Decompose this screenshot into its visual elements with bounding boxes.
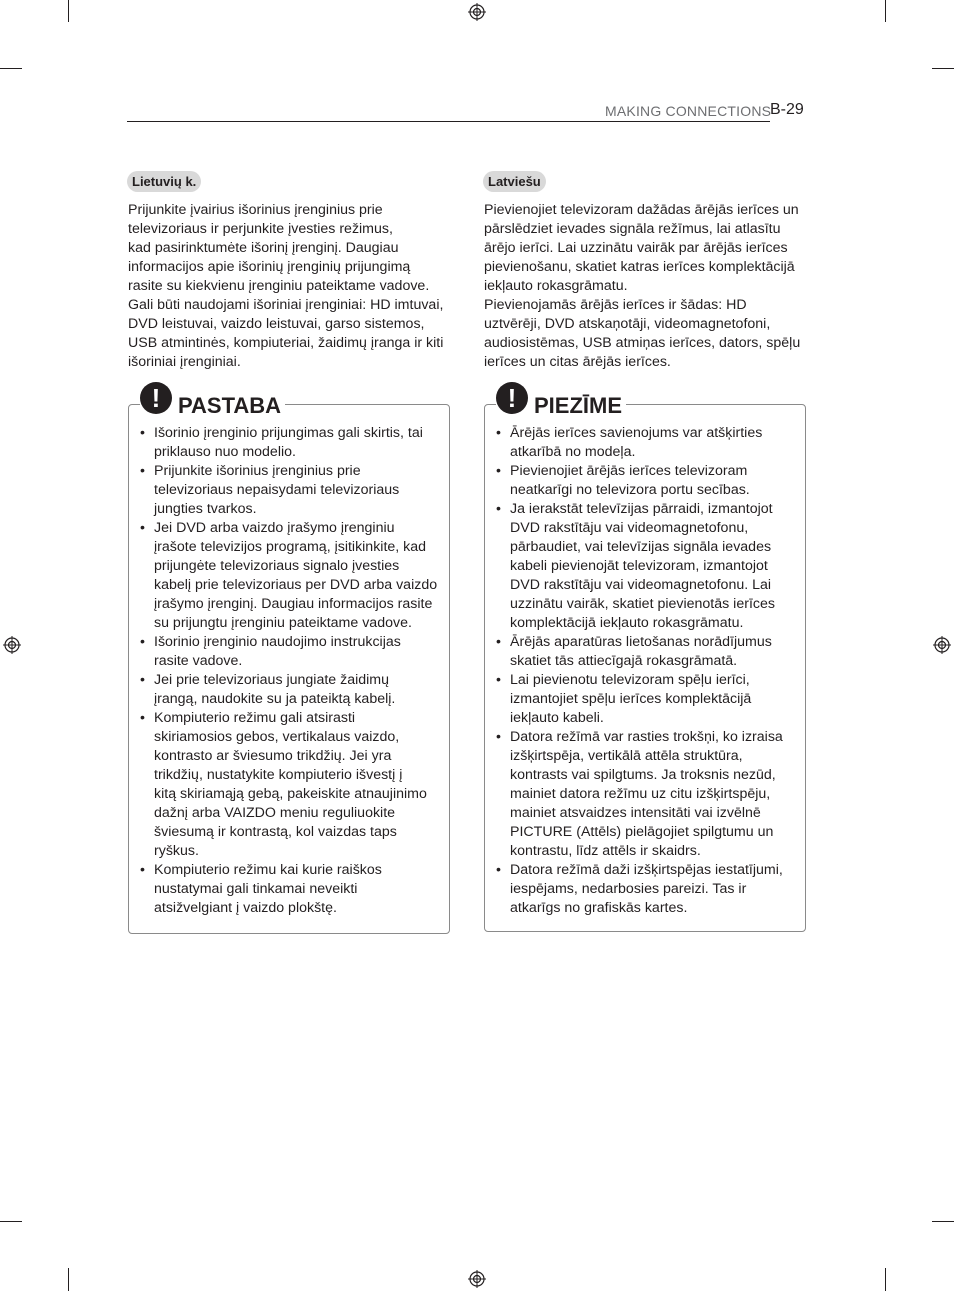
crop-mark: [885, 0, 886, 22]
exclamation-icon: !: [140, 382, 172, 414]
intro-line: DVD leistuvai, vaizdo leistuvai, garso sistemos,: [128, 316, 425, 332]
section-title: MAKING CONNECTIONS: [605, 103, 772, 119]
intro-line: Pievienojiet televizoram dažādas ārējās ierīces un: [484, 202, 799, 218]
note-title: PASTABA: [178, 393, 282, 418]
intro-line: ierīces un citas ārējās ierīces.: [484, 354, 671, 370]
registration-mark-icon: [933, 636, 951, 654]
note-header-latvian: [496, 380, 626, 420]
note-item: • Ja ierakstāt televīzijas pārraidi, izmantojot DVD rakstītāju vai videomagnetofonu, pārbaudiet, vai televīzijas signāla ievades kabeli pievienojāt televizoram, izmantojot DVD rakstītāju vai videomagnetofonu. Lai uzzinātu vairāk, skatiet pievienotās ierīces komplektācijā iekļauto rokasgrāmatu.: [484, 500, 798, 633]
note-item: • Ārējās aparatūras lietošanas norādījumus skatiet tās attiecīgajā rokasgrāmatā.: [484, 633, 798, 671]
note-item: • Pievienojiet ārējās ierīces televizoram neatkarīgi no televizora portu secības.: [484, 462, 798, 500]
note-item: • Datora režīmā daži izšķirtspējas iestatījumi, iespējams, nedarbosies pareizi. Tas ir atkarīgs no grafiskās kartes.: [484, 861, 798, 918]
intro-line: Gali būti naudojami išoriniai įrenginiai: HD imtuvai,: [128, 297, 444, 313]
note-list-lithuanian: [128, 424, 442, 918]
intro-line: USB atmintinės, kompiuteriai, žaidimų įranga ir kiti: [128, 335, 444, 351]
note-title: PIEZĪME: [534, 393, 623, 418]
crop-mark: [932, 68, 954, 69]
page-number: B-29: [770, 101, 804, 118]
intro-line: iekļauto rokasgrāmatu.: [484, 278, 628, 294]
registration-mark-icon: [468, 3, 486, 21]
intro-line: Pievienojamās ārējās ierīces ir šādas: HD: [484, 297, 747, 313]
exclamation-icon: !: [496, 382, 528, 414]
note-item: • Ārējās ierīces savienojums var atšķirties atkarībā no modeļa.: [484, 424, 798, 462]
header-divider: [127, 121, 770, 122]
intro-line: ārējo ierīci. Lai uzzinātu vairāk par ārējās ierīces: [484, 240, 788, 256]
intro-line: audiosistēmas, USB atmiņas ierīces, dators, spēļu: [484, 335, 801, 351]
intro-line: informacijos apie išorinių įrenginių prijungimą: [128, 259, 411, 275]
note-item: • Kompiuterio režimu kai kurie raiškos nustatymai gali tinkamai neveikti atsižvelgiant į vaizdo plokštę.: [128, 861, 442, 918]
note-item: • Jei prie televizoriaus jungiate žaidimų įrangą, naudokite su ja pateiktą kabelį.: [128, 671, 442, 709]
intro-line: kad pasirinktumėte išorinį įrenginį. Daugiau: [128, 240, 399, 256]
registration-mark-icon: [3, 636, 21, 654]
note-item: • Jei DVD arba vaizdo įrašymo įrenginiu įrašote televizijos programą, įsitikinkite, kad prijungėte televizoriaus signalo įvesties kabelį prie televizoriaus per DVD arba vaizdo įrašymo įrenginį. Daugiau informacijos rasite su prijungtu įrenginiu pateiktame vadove.: [128, 519, 442, 633]
intro-line: uztvērēji, DVD atskaņotāji, videomagnetofoni,: [484, 316, 771, 332]
crop-mark: [68, 0, 69, 22]
note-item: • Lai pievienotu televizoram spēļu ierīci, izmantojiet spēļu ierīces komplektācijā iekļauto kabeli.: [484, 671, 798, 728]
crop-mark: [885, 1268, 886, 1291]
intro-line: pārslēdziet ievades signāla režīmus, lai atlasītu: [484, 221, 781, 237]
note-item: • Prijunkite išorinius įrenginius prie televizoriaus nepaisydami televizoriaus jungties tvarkos.: [128, 462, 442, 519]
language-label-lithuanian: Lietuvių k.: [127, 171, 201, 192]
intro-line: pievienošanu, skatiet katras ierīces komplektācijā: [484, 259, 795, 275]
note-item: • Kompiuterio režimu gali atsirasti skiriamosios gebos, vertikalaus vaizdo, kontrasto ar šviesumo trikdžių. Jei yra trikdžių, nustatykite kompiuterio išvestį į kitą skiriamąją gebą, pakeiskite atnaujinimo dažnį arba VAIZDO meniu reguliuokite šviesumą ir kontrastą, kol vaizdas taps ryškus.: [128, 709, 442, 861]
registration-mark-icon: [468, 1270, 486, 1288]
intro-line: televizoriaus ir perjunkite įvesties režimus,: [128, 221, 393, 237]
intro-line: išoriniai įrenginiai.: [128, 354, 241, 370]
note-list-latvian: [484, 424, 798, 918]
note-item: • Išorinio įrenginio prijungimas gali skirtis, tai priklauso nuo modelio.: [128, 424, 442, 462]
intro-line: rasite su kiekvienu įrenginiu pateiktame vadove.: [128, 278, 430, 294]
note-header-lithuanian: [140, 380, 285, 420]
crop-mark: [68, 1268, 69, 1291]
crop-mark: [0, 68, 22, 69]
note-item: • Išorinio įrenginio naudojimo instrukcijas rasite vadove.: [128, 633, 442, 671]
intro-line: Prijunkite įvairius išorinius įrenginius prie: [128, 202, 383, 218]
note-item: • Datora režīmā var rasties trokšņi, ko izraisa izšķirtspēja, vertikālā attēla struktūra, kontrasts vai spilgtums. Ja troksnis nezūd, mainiet datora režīmu uz citu izšķirtspēju, mainiet atsvaidzes intensitāti vai izvēlnē PICTURE (Attēls) pielāgojiet spilgtumu un kontrastu, līdz attēls ir skaidrs.: [484, 728, 798, 861]
crop-mark: [932, 1221, 954, 1222]
intro-paragraph-latvian: [484, 201, 806, 372]
intro-paragraph-lithuanian: [128, 201, 450, 372]
crop-mark: [0, 1221, 22, 1222]
language-label-latvian: Latviešu: [483, 171, 546, 192]
